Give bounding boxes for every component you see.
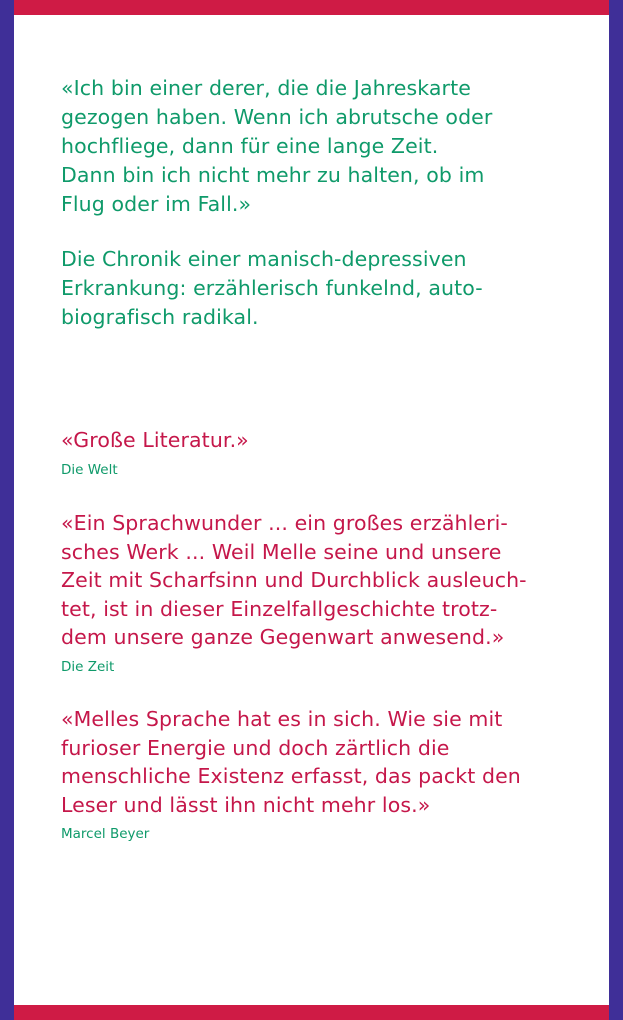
review-quote: «Ein Sprachwunder ... ein großes erzähleri- sches Werk ... Weil Melle seine und unsere Zeit mit Scharfsinn und Durchblick ausleuch- tet, ist in dieser Einzelfallgeschichte trotz- dem unsere ganze Gegenwart anwesend.»	[61, 511, 527, 649]
bottom-color-band	[14, 1005, 609, 1020]
review-source: Die Welt	[61, 461, 118, 478]
review-source: Marcel Beyer	[61, 826, 150, 842]
intro-quote: «Ich bin einer derer, die die Jahreskarte gezogen haben. Wenn ich abrutsche oder hochfliege, dann für eine lange Zeit. Dann bin ich nicht mehr zu halten, ob im Flug oder im Fall.»	[61, 76, 493, 216]
review-die-welt	[61, 426, 586, 479]
review-die-zeit	[61, 509, 586, 676]
review-quote: «Große Literatur.»	[61, 428, 249, 452]
back-cover-page	[14, 0, 609, 1020]
review-source: Die Zeit	[61, 658, 115, 675]
top-color-band	[14, 0, 609, 15]
book-description: Die Chronik einer manisch-depressiven Erkrankung: erzählerisch funkelnd, auto- biografisch radikal.	[61, 247, 483, 329]
review-marcel-beyer	[61, 705, 586, 843]
review-quote: «Melles Sprache hat es in sich. Wie sie mit furioser Energie und doch zärtlich die menschliche Existenz erfasst, das packt den Leser und lässt ihn nicht mehr los.»	[61, 707, 521, 817]
